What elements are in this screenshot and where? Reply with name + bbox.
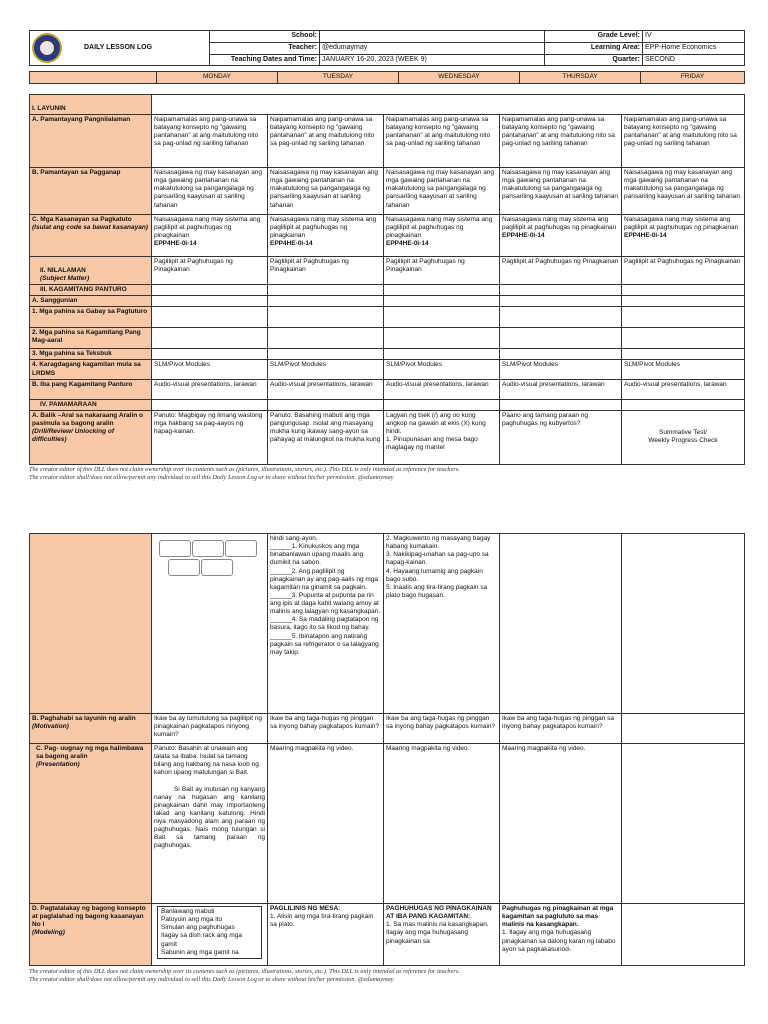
footer-line1: The creator/editor of this DLL does not claim ownership over its contents such as (pictures, illustrations, stories, etc.). This DLL is only intended as reference for teachers. bbox=[29, 968, 460, 975]
quarter-label: Quarter: bbox=[545, 54, 643, 66]
s3-label: 3. Mga pahina sa Teksbuk bbox=[30, 349, 152, 360]
day-thursday: THURSDAY bbox=[520, 72, 641, 84]
log-title: DAILY LESSON LOG bbox=[84, 43, 153, 51]
s4-mon: SLM/Pivot Modules bbox=[152, 360, 268, 379]
page2-table bbox=[29, 533, 745, 966]
deped-seal-icon bbox=[32, 33, 62, 63]
row-c-wed bbox=[384, 215, 500, 257]
pd-sub: (Modeling) bbox=[32, 929, 65, 937]
s1-label: 1. Mga pahina sa Gabay sa Pagtuturo bbox=[30, 307, 152, 328]
pc-sub: (Presentation) bbox=[36, 761, 80, 769]
nilalaman-wed: Paglilipit at Paghuhugas ng Pinagkainan bbox=[384, 257, 500, 285]
cont-label bbox=[30, 534, 152, 714]
sanggunian-label: A. Sanggunian bbox=[30, 296, 152, 307]
days-table bbox=[29, 71, 745, 84]
footer-page1 bbox=[29, 466, 745, 482]
pd-mon-box: Banlawang mabuti Patuyuin ang mga ito Simulan ang paghuhugas Ilagay sa dish rack ang mga gamit Sabunin ang mga gamit na bbox=[157, 906, 262, 959]
row-c-sub: (Isulat ang code sa bawat kasanayan) bbox=[32, 224, 148, 232]
cont-fri bbox=[622, 534, 745, 714]
page2-table-block bbox=[29, 533, 745, 966]
pd-mon bbox=[152, 904, 268, 966]
row-a-wed: Naipamamalas ang pang-unawa sa batayang konsepto ng "gawaing pantahanan" at ang maitutulong nito sa pag-unlad ng sariling tahanan bbox=[384, 115, 500, 168]
row-b-thu: Naisasagawa ng may kasanayan ang mga gawaing pantahanan na makatutulong sa pangangalaga ng pansariling kaayusan at sariling tahanan bbox=[500, 168, 622, 215]
footer-line2: The creator/editor shall/does not allow/permit any individual to sell this Daily Lesson Log or to share without his/her permission. @edumaymay bbox=[29, 474, 394, 482]
pa-tue: Panuto: Basahing mabuti ang mga pangungusap. Isulat ang masayang mukha kung ikaway sang-ayon sa pahayag at malungkot na mukha kung bbox=[268, 410, 384, 464]
row-c-code: EPP4HE-0i-14 bbox=[502, 232, 545, 240]
pc-label-cell bbox=[30, 744, 152, 904]
row-c-label-cell bbox=[30, 215, 152, 257]
s4-label: 4. Karagdagang kagamitan mula sa LRDMS bbox=[30, 360, 152, 379]
row-c-thu bbox=[500, 215, 622, 257]
pc-tue: Maaring magpakita ng video. bbox=[268, 744, 384, 904]
pb-mon: Ikaw ba ay tumutulong sa paglilipit ng pinagkainan pagkatapos ninyong kumain? bbox=[152, 714, 268, 744]
answer-box bbox=[225, 540, 257, 557]
layunin-heading: I. LAYUNIN bbox=[30, 95, 152, 115]
sb-fri: Audio-visual presentations, larawan bbox=[622, 379, 745, 399]
days-row-block bbox=[29, 71, 745, 84]
pd-tue bbox=[268, 904, 384, 966]
s4-tue: SLM/Pivot Modules bbox=[268, 360, 384, 379]
day-monday: MONDAY bbox=[157, 72, 278, 84]
day-wednesday: WEDNESDAY bbox=[399, 72, 520, 84]
school-label: School: bbox=[210, 31, 320, 43]
answer-box bbox=[201, 559, 233, 576]
row-c-text: Naisasagawa nang may sistema ang paglilipit at paghuhugas ng pinagkainan bbox=[270, 216, 377, 240]
nilalaman-tue: Paglilipit at Paghuhugas ng Pinagkainan bbox=[268, 257, 384, 285]
school-value bbox=[320, 31, 545, 43]
nilalaman-thu: Paglilipit at Paghuhugas ng Pinagkainan bbox=[500, 257, 622, 285]
sb-label: B. Iba pang Kagamitang Panturo bbox=[30, 379, 152, 399]
row-c-code: EPP4HE-0i-14 bbox=[270, 240, 313, 248]
pc-mon bbox=[152, 744, 268, 904]
page1-table bbox=[29, 94, 745, 465]
sb-mon: Audio-visual presentations, larawan bbox=[152, 379, 268, 399]
row-c-text: Naisasagawa nang may sistema ang paglilipit at paghuhugas ng pinagkainan bbox=[154, 216, 261, 240]
pc-mon-story: Si Bait ay inutusan ng kanyang nanay na hugasan ang kanilang pinagkainan dahil may importanteng lakad ang kanilang katulong. Hindi niya masyadong alam ang paraan ng paghuhugas. Nais mong tulungan si Bait sa tamang paraan ng paghuhugas. bbox=[154, 785, 265, 850]
nilalaman-mon: Paglilipit at Paghuhugas ng Pinagkainan bbox=[152, 257, 268, 285]
row-a-fri: Naipamamalas ang pang-unawa sa batayang konsepto ng "gawaing pantahanan" at ang maitutulong nito sa pag-unlad ng sariling tahanan bbox=[622, 115, 745, 168]
answer-box bbox=[192, 540, 224, 557]
teacher-label: Teacher: bbox=[210, 42, 320, 54]
page1-table-block bbox=[29, 94, 745, 465]
row-b-mon: Naisasagawa ng may kasanayan ang mga gawaing pantahanan na makatutulong sa pangangalaga ng pansariling kaayusan at sariling tahanan bbox=[152, 168, 268, 215]
area-value: EPP-Home Economics bbox=[643, 42, 745, 54]
dates-label: Teaching Dates and Time: bbox=[210, 54, 320, 66]
pa-thu: Paano ang tamang paraan ng paghuhugas ng kubyertos? bbox=[500, 410, 622, 464]
footer-line1: The creator/editor of this DLL does not claim ownership over its contents such as (pictures, illustrations, stories, etc.). This DLL is only intended as reference for teachers. bbox=[29, 466, 460, 473]
pd-thu-heading: Paghuhugas ng pinagkainan at mga kagamitan sa pagluluto sa mas malinis na kasangkapan. bbox=[502, 905, 614, 929]
pd-tue-heading: PAGLILINIS NG MESA: bbox=[270, 905, 341, 912]
pd-wed-text: 1. Sa mas malinis na kasangkapan. Ilagay ang mga huhugasang pinagkainan sa bbox=[386, 921, 489, 945]
footer-page2 bbox=[29, 968, 745, 984]
pa-mon: Panuto: Magbigay ng limang wastong mga hakbang sa pag-aayos ng hapag-kainan. bbox=[152, 410, 268, 464]
pa-sub: (Drill/Review/ Unlocking of difficulties) bbox=[32, 428, 114, 444]
pb-wed: Ikaw ba ang taga-hugas ng pinggan sa inyong bahay pagkatapos kumain? bbox=[384, 714, 500, 744]
row-b-label: B. Pamantayan sa Pagganap bbox=[30, 168, 152, 215]
face-boxes bbox=[154, 540, 265, 590]
pd-thu-text: 1. Ilagay ang mga huhugasang pinagkainan sa dalong karan ng lababo ayon sa pagkakasunod- bbox=[502, 929, 616, 953]
pb-sub: (Motivation) bbox=[32, 723, 69, 731]
nilalaman-cell bbox=[30, 257, 152, 285]
cont-thu bbox=[500, 534, 622, 714]
row-b-tue: Naisasagawa ng may kasanayan ang mga gawaing pantahanan na makatutulong sa pangangalaga ng pansariling kaayusan at sariling tahanan bbox=[268, 168, 384, 215]
kagamitan-heading: III. KAGAMITANG PANTURO bbox=[30, 285, 152, 296]
s4-fri: SLM/Pivot Modules bbox=[622, 360, 745, 379]
row-a-thu: Naipamamalas ang pang-unawa sa batayang konsepto ng "gawaing pantahanan" at ang maitutulong nito sa pag-unlad ng sariling tahanan bbox=[500, 115, 622, 168]
pa-wed: Lagyan ng tsek (/) ang oo kung angkop na gawain at ekis (X) kung hindi. 1. Pinupunasan ang mesa bago maglagay ng mantel bbox=[384, 410, 500, 464]
row-c-tue bbox=[268, 215, 384, 257]
cont-wed: 2. Magkuwento ng masayang bagay habang kumakain. 3. Nakikipag-unahan sa pag-upo sa hapag-kainan. 4. Hayaang lumamig ang pagkain bago subo. 5. Inaalis ang tira-tirang pagkain sa plato bago hugasan. bbox=[384, 534, 500, 714]
header-block bbox=[29, 30, 745, 66]
day-friday: FRIDAY bbox=[641, 72, 745, 84]
header-table bbox=[29, 30, 745, 66]
dates-value: JANUARY 16-20, 2023 (WEEK 9) bbox=[320, 54, 545, 66]
pd-thu bbox=[500, 904, 622, 966]
row-a-tue: Naipamamalas ang pang-unawa sa batayang konsepto ng "gawaing pantahanan" at ang maitutulong nito sa pag-unlad ng sariling tahanan bbox=[268, 115, 384, 168]
days-corner bbox=[30, 72, 157, 84]
answer-box bbox=[159, 540, 191, 557]
s2-label: 2. Mga pahina sa Kagamitang Pang Mag-aaral bbox=[30, 328, 152, 349]
pa-fri: Summative Test/ Weekly Progress Check bbox=[622, 410, 745, 464]
pd-wed-heading: PAGHUHUGAS NG PINAGKAINAN AT IBA PANG KAGAMITAN: bbox=[386, 905, 492, 921]
nilalaman-heading: II. NILALAMAN bbox=[40, 266, 86, 274]
row-b-wed: Naisasagawa ng may kasanayan ang mga gawaing pantahanan na makatutulong sa pangangalaga ng pansariling kaayusan at sariling tahanan bbox=[384, 168, 500, 215]
sb-tue: Audio-visual presentations, larawan bbox=[268, 379, 384, 399]
row-c-code: EPP4HE-0i-14 bbox=[386, 240, 429, 248]
row-b-fri: Naisasagawa ng may kasanayan ang mga gawaing pantahanan na makatutulong sa pangangalaga ng pansariling kaayusan at sariling tahanan bbox=[622, 168, 745, 215]
pd-tue-text: 1. Alisin ang mga tira-tirang pagkain sa plato. bbox=[270, 913, 374, 929]
row-c-text: Naisasagawa nang may sistema ang paglilipit at paghuhugas ng pinagkainan bbox=[386, 216, 493, 240]
pamamaraan-heading: IV. PAMAMARAAN bbox=[30, 399, 152, 410]
grade-value: IV bbox=[643, 31, 745, 43]
row-c-code: EPP4HE-0i-14 bbox=[624, 232, 667, 240]
row-c-text: Naisasagawa nang may sistema ang paglilipit at paghuhugas ng pinagkainan bbox=[502, 216, 617, 232]
pb-fri bbox=[622, 714, 745, 744]
nilalaman-fri: Paglilipit at Paghuhugas ng Pinagkainan bbox=[622, 257, 745, 285]
pd-fri bbox=[622, 904, 745, 966]
row-c-mon bbox=[152, 215, 268, 257]
pc-fri bbox=[622, 744, 745, 904]
teacher-value: @edumaymay bbox=[320, 42, 545, 54]
sb-thu: Audio-visual presentations, larawan bbox=[500, 379, 622, 399]
pb-label: B. Paghahabi sa layunin ng aralin bbox=[32, 715, 136, 722]
header-title-cell bbox=[30, 31, 210, 66]
day-tuesday: TUESDAY bbox=[278, 72, 399, 84]
footer-line2: The creator/editor shall/does not allow/permit any individual to sell this Daily Lesson Log or to share without his/her permission. @edumaymay bbox=[29, 976, 394, 984]
cont-mon bbox=[152, 534, 268, 714]
row-c-text: Naisasagawa nang may sistema ang paglilipit at paghuhugas ng pinagkainan bbox=[624, 216, 739, 232]
row-a-label: A. Pamantayang Pangnilalaman bbox=[30, 115, 152, 168]
row-c-code: EPP4HE-0i-14 bbox=[154, 240, 197, 248]
pc-wed: Maaring magpakita ng video. bbox=[384, 744, 500, 904]
cont-tue: hindi sang-ayon. ______1. Kinukuskos ang mga binabanlawan upang maalis ang dumikit na sabon. ______2. Ang paglilipit ng pinagkainan ay ang pag-aalis ng mga kagamitan na ginamit sa pagkain. ______3. Pupunta at pupunta pa rin ang ipis at daga kahit walang amoy at malinis ang lalagyan ng kasangkapan. ______4. Sa madaling pagtatapon ng basura, itago ito sa likod ng bahay. ______5. Ibinatapon ang natirang pagkain sa refrigerator o sa lalagyang may takip. bbox=[268, 534, 384, 714]
pa-label-cell bbox=[30, 410, 152, 464]
sb-wed: Audio-visual presentations, larawan bbox=[384, 379, 500, 399]
pc-label: C. Pag- uugnay ng mga halimbawa sa bagong aralin bbox=[36, 745, 144, 761]
pc-thu: Maaring magpakita ng video. bbox=[500, 744, 622, 904]
pd-label: D. Pagtatalakay ng bagong konsepto at paglalahad ng bagong kasanayan No I bbox=[32, 905, 146, 929]
pd-label-cell bbox=[30, 904, 152, 966]
pc-mon-instruction: Panuto: Basahin at unawain ang talata sa ibaba. Isulat sa tamang bilang ang hakbang na nasa loob ng kahon upang matulungan si Bait. bbox=[154, 745, 259, 777]
grade-label: Grade Level: bbox=[545, 31, 643, 43]
pd-wed bbox=[384, 904, 500, 966]
row-c-label: C. Mga Kasanayan sa Pagkatuto bbox=[32, 216, 132, 223]
area-label: Learning Area: bbox=[545, 42, 643, 54]
pb-thu: Ikaw ba ang taga-hugas ng pinggan sa inyong bahay pagkatapos kumain? bbox=[500, 714, 622, 744]
s4-thu: SLM/Pivot Modules bbox=[500, 360, 622, 379]
answer-box bbox=[168, 559, 200, 576]
pb-tue: Ikaw ba ang taga-hugas ng pinggan sa inyong bahay pagkatapos kumain? bbox=[268, 714, 384, 744]
layunin-blank bbox=[152, 95, 745, 115]
pa-label: A. Balik –Aral sa nakaraang Aralin o pasimula sa bagong aralin bbox=[32, 411, 144, 427]
quarter-value: SECOND bbox=[643, 54, 745, 66]
row-c-fri bbox=[622, 215, 745, 257]
row-a-mon: Naipamamalas ang pang-unawa sa batayang konsepto ng "gawaing pantahanan" at ang maitutulong nito sa pag-unlad ng sariling tahanan bbox=[152, 115, 268, 168]
s4-wed: SLM/Pivot Modules bbox=[384, 360, 500, 379]
pb-label-cell bbox=[30, 714, 152, 744]
nilalaman-sub: (Subject Matter) bbox=[40, 274, 90, 282]
